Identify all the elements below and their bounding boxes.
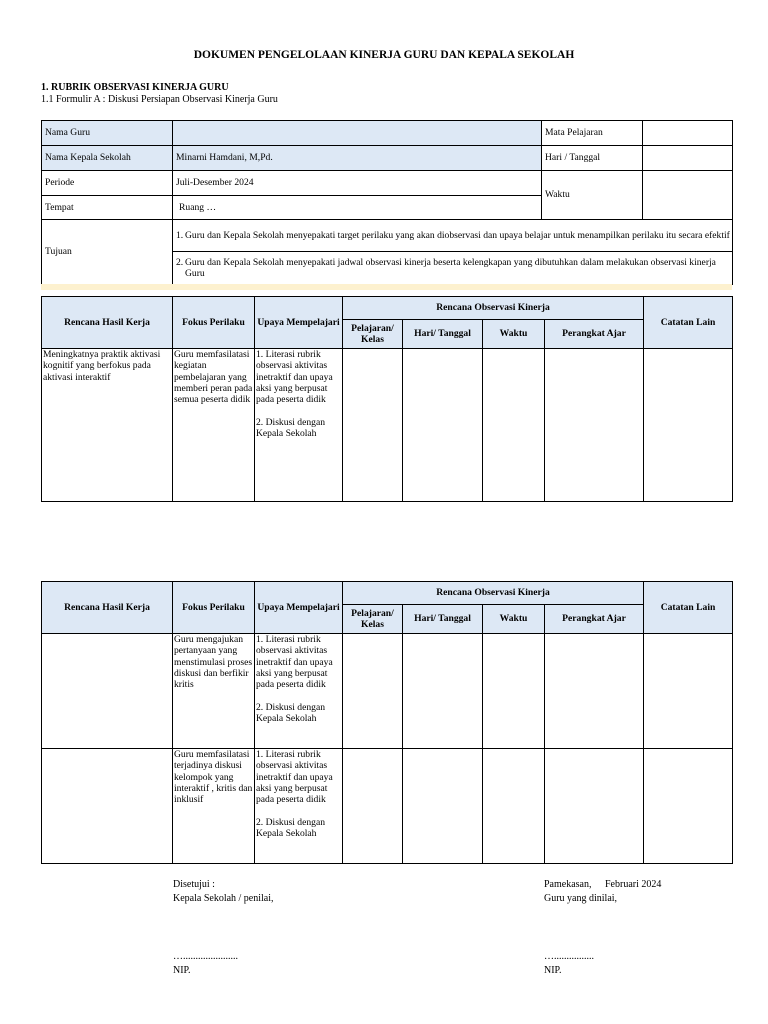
header-catatan: Catatan Lain — [644, 582, 733, 634]
waktu-cell[interactable] — [483, 634, 545, 749]
header-pelajaran: Pelajaran/ Kelas — [343, 605, 403, 634]
header-waktu: Waktu — [483, 320, 545, 349]
rencana-cell[interactable]: Meningkatnya praktik aktivasi kognitif yang berfokus pada aktivasi interaktif — [42, 349, 173, 502]
hari-cell[interactable] — [403, 349, 483, 502]
tujuan-item-1 — [173, 220, 733, 252]
header-observasi: Rencana Observasi Kinerja — [343, 582, 644, 605]
mata-pelajaran-label: Mata Pelajaran — [542, 121, 643, 146]
document-title: DOKUMEN PENGELOLAAN KINERJA GURU DAN KEPALA SEKOLAH — [193, 49, 575, 61]
upaya-cell[interactable] — [255, 749, 343, 864]
header-rencana: Rencana Hasil Kerja — [42, 297, 173, 349]
waktu-cell[interactable] — [483, 749, 545, 864]
tujuan-label: Tujuan — [42, 220, 173, 285]
fokus-cell[interactable]: Guru memfasilatasi terjadinya diskusi kelompok yang interaktif , kritis dan inklusif — [173, 749, 255, 864]
catatan-cell[interactable] — [644, 349, 733, 502]
nama-kepala-value[interactable]: Minarni Hamdani, M,Pd. — [173, 146, 542, 171]
mata-pelajaran-value[interactable] — [643, 121, 733, 146]
tujuan-1-number: 1. — [176, 229, 184, 241]
header-perangkat: Perangkat Ajar — [545, 605, 644, 634]
plan-table-2 — [41, 581, 733, 864]
waktu-label: Waktu — [542, 171, 643, 220]
plan-table-1 — [41, 296, 733, 502]
upaya-item-1: 1. Literasi rubrik observasi aktivitas inetraktif dan upaya aksi yang berpusat pada peserta didik — [256, 349, 333, 406]
header-catatan: Catatan Lain — [644, 297, 733, 349]
waktu-value[interactable] — [643, 171, 733, 220]
date-label: Februari 2024 — [605, 879, 662, 890]
rencana-cell[interactable] — [42, 749, 173, 864]
teacher-label: Guru yang dinilai, — [544, 893, 618, 904]
nama-kepala-label: Nama Kepala Sekolah — [42, 146, 173, 171]
tujuan-1-text: Guru dan Kepala Sekolah menyepakati target perilaku yang akan diobservasi dan upaya belajar untuk menampilkan perilaku itu secara efektif — [185, 229, 730, 241]
header-waktu: Waktu — [483, 605, 545, 634]
hari-tanggal-value[interactable] — [643, 146, 733, 171]
header-upaya: Upaya Mempelajari — [255, 582, 343, 634]
principal-nip: NIP. — [173, 965, 191, 976]
nama-guru-label: Nama Guru — [42, 121, 173, 146]
tujuan-2-number: 2. — [176, 256, 184, 268]
place-label: Pamekasan, — [544, 879, 592, 890]
catatan-cell[interactable] — [644, 634, 733, 749]
highlight-band — [41, 284, 732, 290]
header-pelajaran: Pelajaran/ Kelas — [343, 320, 403, 349]
periode-label: Periode — [42, 171, 173, 196]
table-row — [42, 634, 733, 749]
tujuan-item-2 — [173, 252, 733, 285]
upaya-item-1: 1. Literasi rubrik observasi aktivitas inetraktif dan upaya aksi yang berpusat pada peserta didik — [256, 749, 333, 806]
header-rencana: Rencana Hasil Kerja — [42, 582, 173, 634]
approved-label: Disetujui : — [173, 879, 215, 890]
tempat-label: Tempat — [42, 196, 173, 220]
hari-cell[interactable] — [403, 749, 483, 864]
subsection-title: 1.1 Formulir A : Diskusi Persiapan Observasi Kinerja Guru — [41, 94, 278, 105]
header-fokus: Fokus Perilaku — [173, 582, 255, 634]
upaya-item-2: 2. Diskusi dengan Kepala Sekolah — [256, 816, 326, 839]
rencana-cell[interactable] — [42, 634, 173, 749]
periode-value[interactable]: Juli-Desember 2024 — [173, 171, 542, 196]
header-observasi: Rencana Observasi Kinerja — [343, 297, 644, 320]
upaya-cell[interactable] — [255, 634, 343, 749]
upaya-item-1: 1. Literasi rubrik observasi aktivitas inetraktif dan upaya aksi yang berpusat pada peserta didik — [256, 634, 333, 691]
upaya-item-2: 2. Diskusi dengan Kepala Sekolah — [256, 416, 326, 439]
tujuan-2-text: Guru dan Kepala Sekolah menyepakati jadwal observasi kinerja beserta kelengkapan yang dibutuhkan dalam melakukan observasi kinerja Guru — [185, 256, 716, 279]
teacher-signature-line: …................ — [544, 951, 594, 962]
teacher-nip: NIP. — [544, 965, 562, 976]
hari-cell[interactable] — [403, 634, 483, 749]
principal-signature-line: …...................... — [173, 951, 238, 962]
header-upaya: Upaya Mempelajari — [255, 297, 343, 349]
perangkat-cell[interactable] — [545, 349, 644, 502]
upaya-cell[interactable] — [255, 349, 343, 502]
header-hari: Hari/ Tanggal — [403, 605, 483, 634]
section-title: 1. RUBRIK OBSERVASI KINERJA GURU — [41, 82, 229, 93]
info-table — [41, 120, 733, 285]
upaya-item-2: 2. Diskusi dengan Kepala Sekolah — [256, 701, 326, 724]
perangkat-cell[interactable] — [545, 749, 644, 864]
principal-label: Kepala Sekolah / penilai, — [173, 893, 274, 904]
waktu-cell[interactable] — [483, 349, 545, 502]
catatan-cell[interactable] — [644, 749, 733, 864]
nama-guru-value[interactable] — [173, 121, 542, 146]
header-hari: Hari/ Tanggal — [403, 320, 483, 349]
pelajaran-cell[interactable] — [343, 634, 403, 749]
header-perangkat: Perangkat Ajar — [545, 320, 644, 349]
hari-tanggal-label: Hari / Tanggal — [542, 146, 643, 171]
table-row — [42, 749, 733, 864]
pelajaran-cell[interactable] — [343, 349, 403, 502]
tempat-value[interactable]: Ruang … — [173, 196, 542, 220]
pelajaran-cell[interactable] — [343, 749, 403, 864]
table-row — [42, 349, 733, 502]
perangkat-cell[interactable] — [545, 634, 644, 749]
header-fokus: Fokus Perilaku — [173, 297, 255, 349]
fokus-cell[interactable]: Guru mengajukan pertanyaan yang menstimulasi proses diskusi dan berfikir kritis — [173, 634, 255, 749]
fokus-cell[interactable]: Guru memfasilatasi kegiatan pembelajaran yang memberi peran pada semua peserta didik — [173, 349, 255, 502]
